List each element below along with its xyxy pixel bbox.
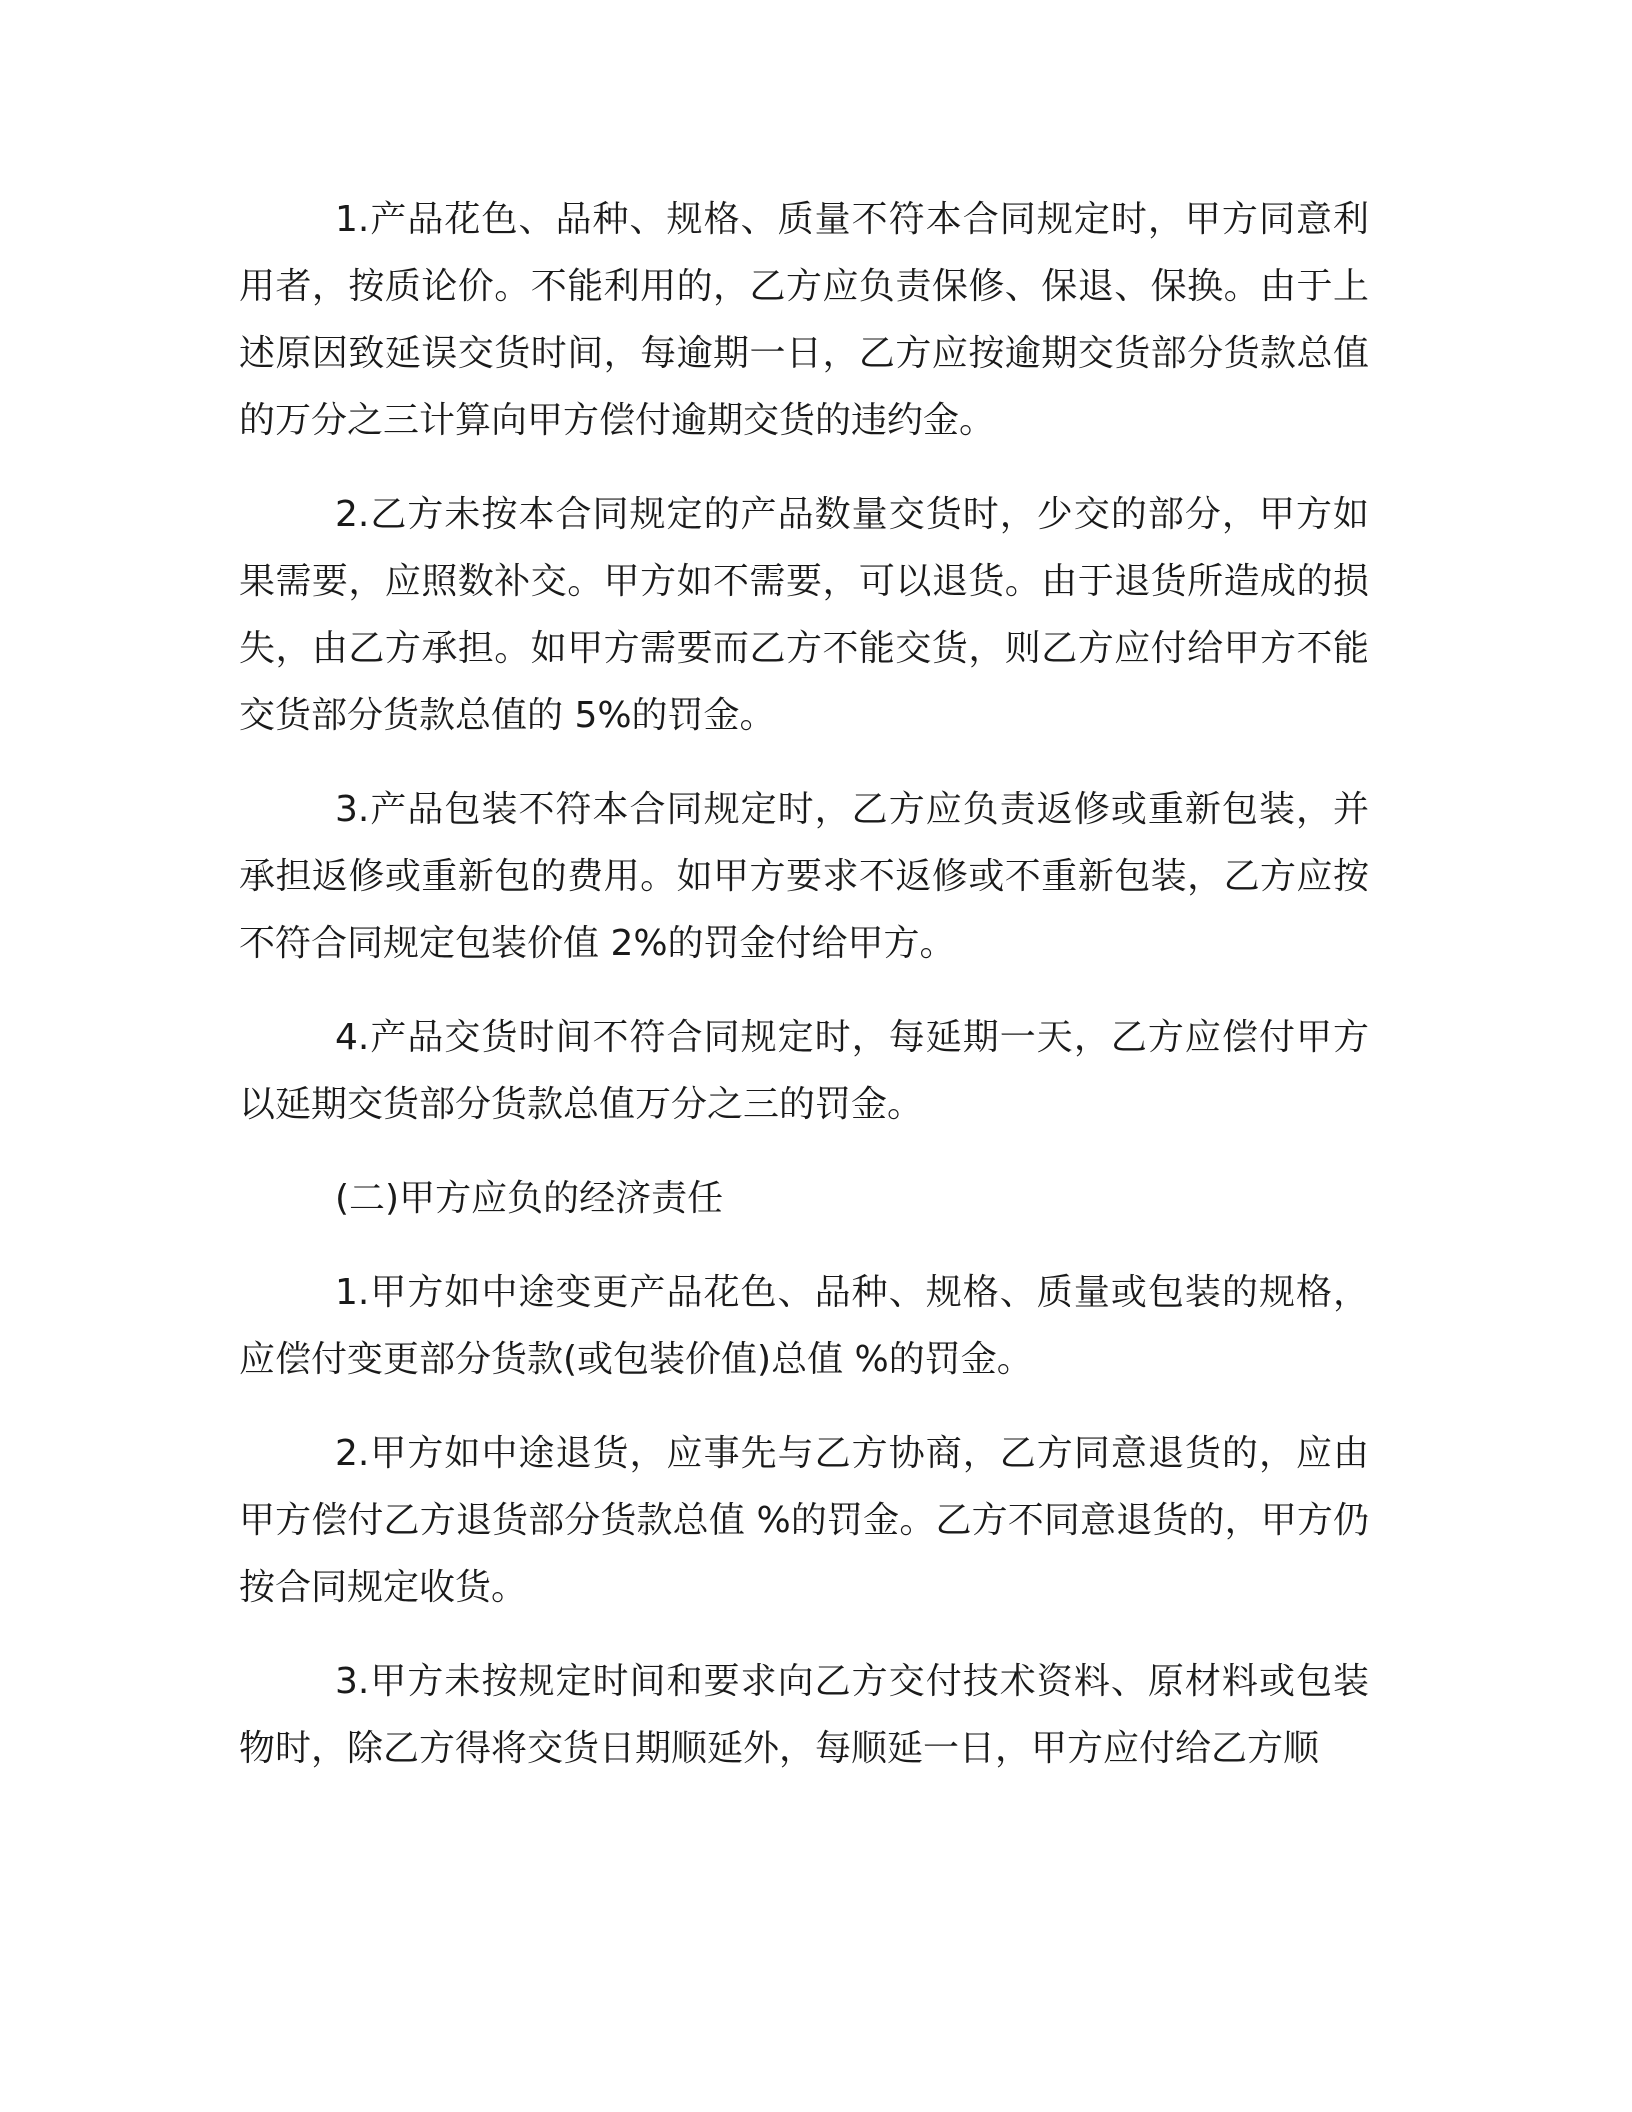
section-heading-2: (二)甲方应负的经济责任: [335, 1178, 724, 1219]
clause-1-2: 2.乙方未按本合同规定的产品数量交货时，少交的部分，甲方如果需要，应照数补交。甲方如不需要，可以退货。由于退货所造成的损失，由乙方承担。如甲方需要而乙方不能交货，则乙方应付给甲方不能交货部分货款总值的 5%的罚金。: [239, 494, 1369, 736]
clause-2-1: 1.甲方如中途变更产品花色、品种、规格、质量或包装的规格，应偿付变更部分货款(或包装价值)总值 %的罚金。: [239, 1272, 1369, 1380]
clause-1-1: 1.产品花色、品种、规格、质量不符本合同规定时，甲方同意利用者，按质论价。不能利用的，乙方应负责保修、保退、保换。由于上述原因致延误交货时间，每逾期一日，乙方应按逾期交货部分货款总值的万分之三计算向甲方偿付逾期交货的违约金。: [239, 199, 1369, 441]
document-body: [239, 186, 1369, 1809]
clause-2-2: 2.甲方如中途退货，应事先与乙方协商，乙方同意退货的，应由甲方偿付乙方退货部分货款总值 %的罚金。乙方不同意退货的，甲方仍按合同规定收货。: [239, 1433, 1369, 1608]
clause-1-4: 4.产品交货时间不符合同规定时，每延期一天，乙方应偿付甲方以延期交货部分货款总值万分之三的罚金。: [239, 1017, 1369, 1125]
clause-2-3: 3.甲方未按规定时间和要求向乙方交付技术资料、原材料或包装物时，除乙方得将交货日期顺延外，每顺延一日，甲方应付给乙方顺: [239, 1661, 1369, 1769]
clause-1-3: 3.产品包装不符本合同规定时，乙方应负责返修或重新包装，并承担返修或重新包的费用。如甲方要求不返修或不重新包装，乙方应按不符合同规定包装价值 2%的罚金付给甲方。: [239, 789, 1369, 964]
